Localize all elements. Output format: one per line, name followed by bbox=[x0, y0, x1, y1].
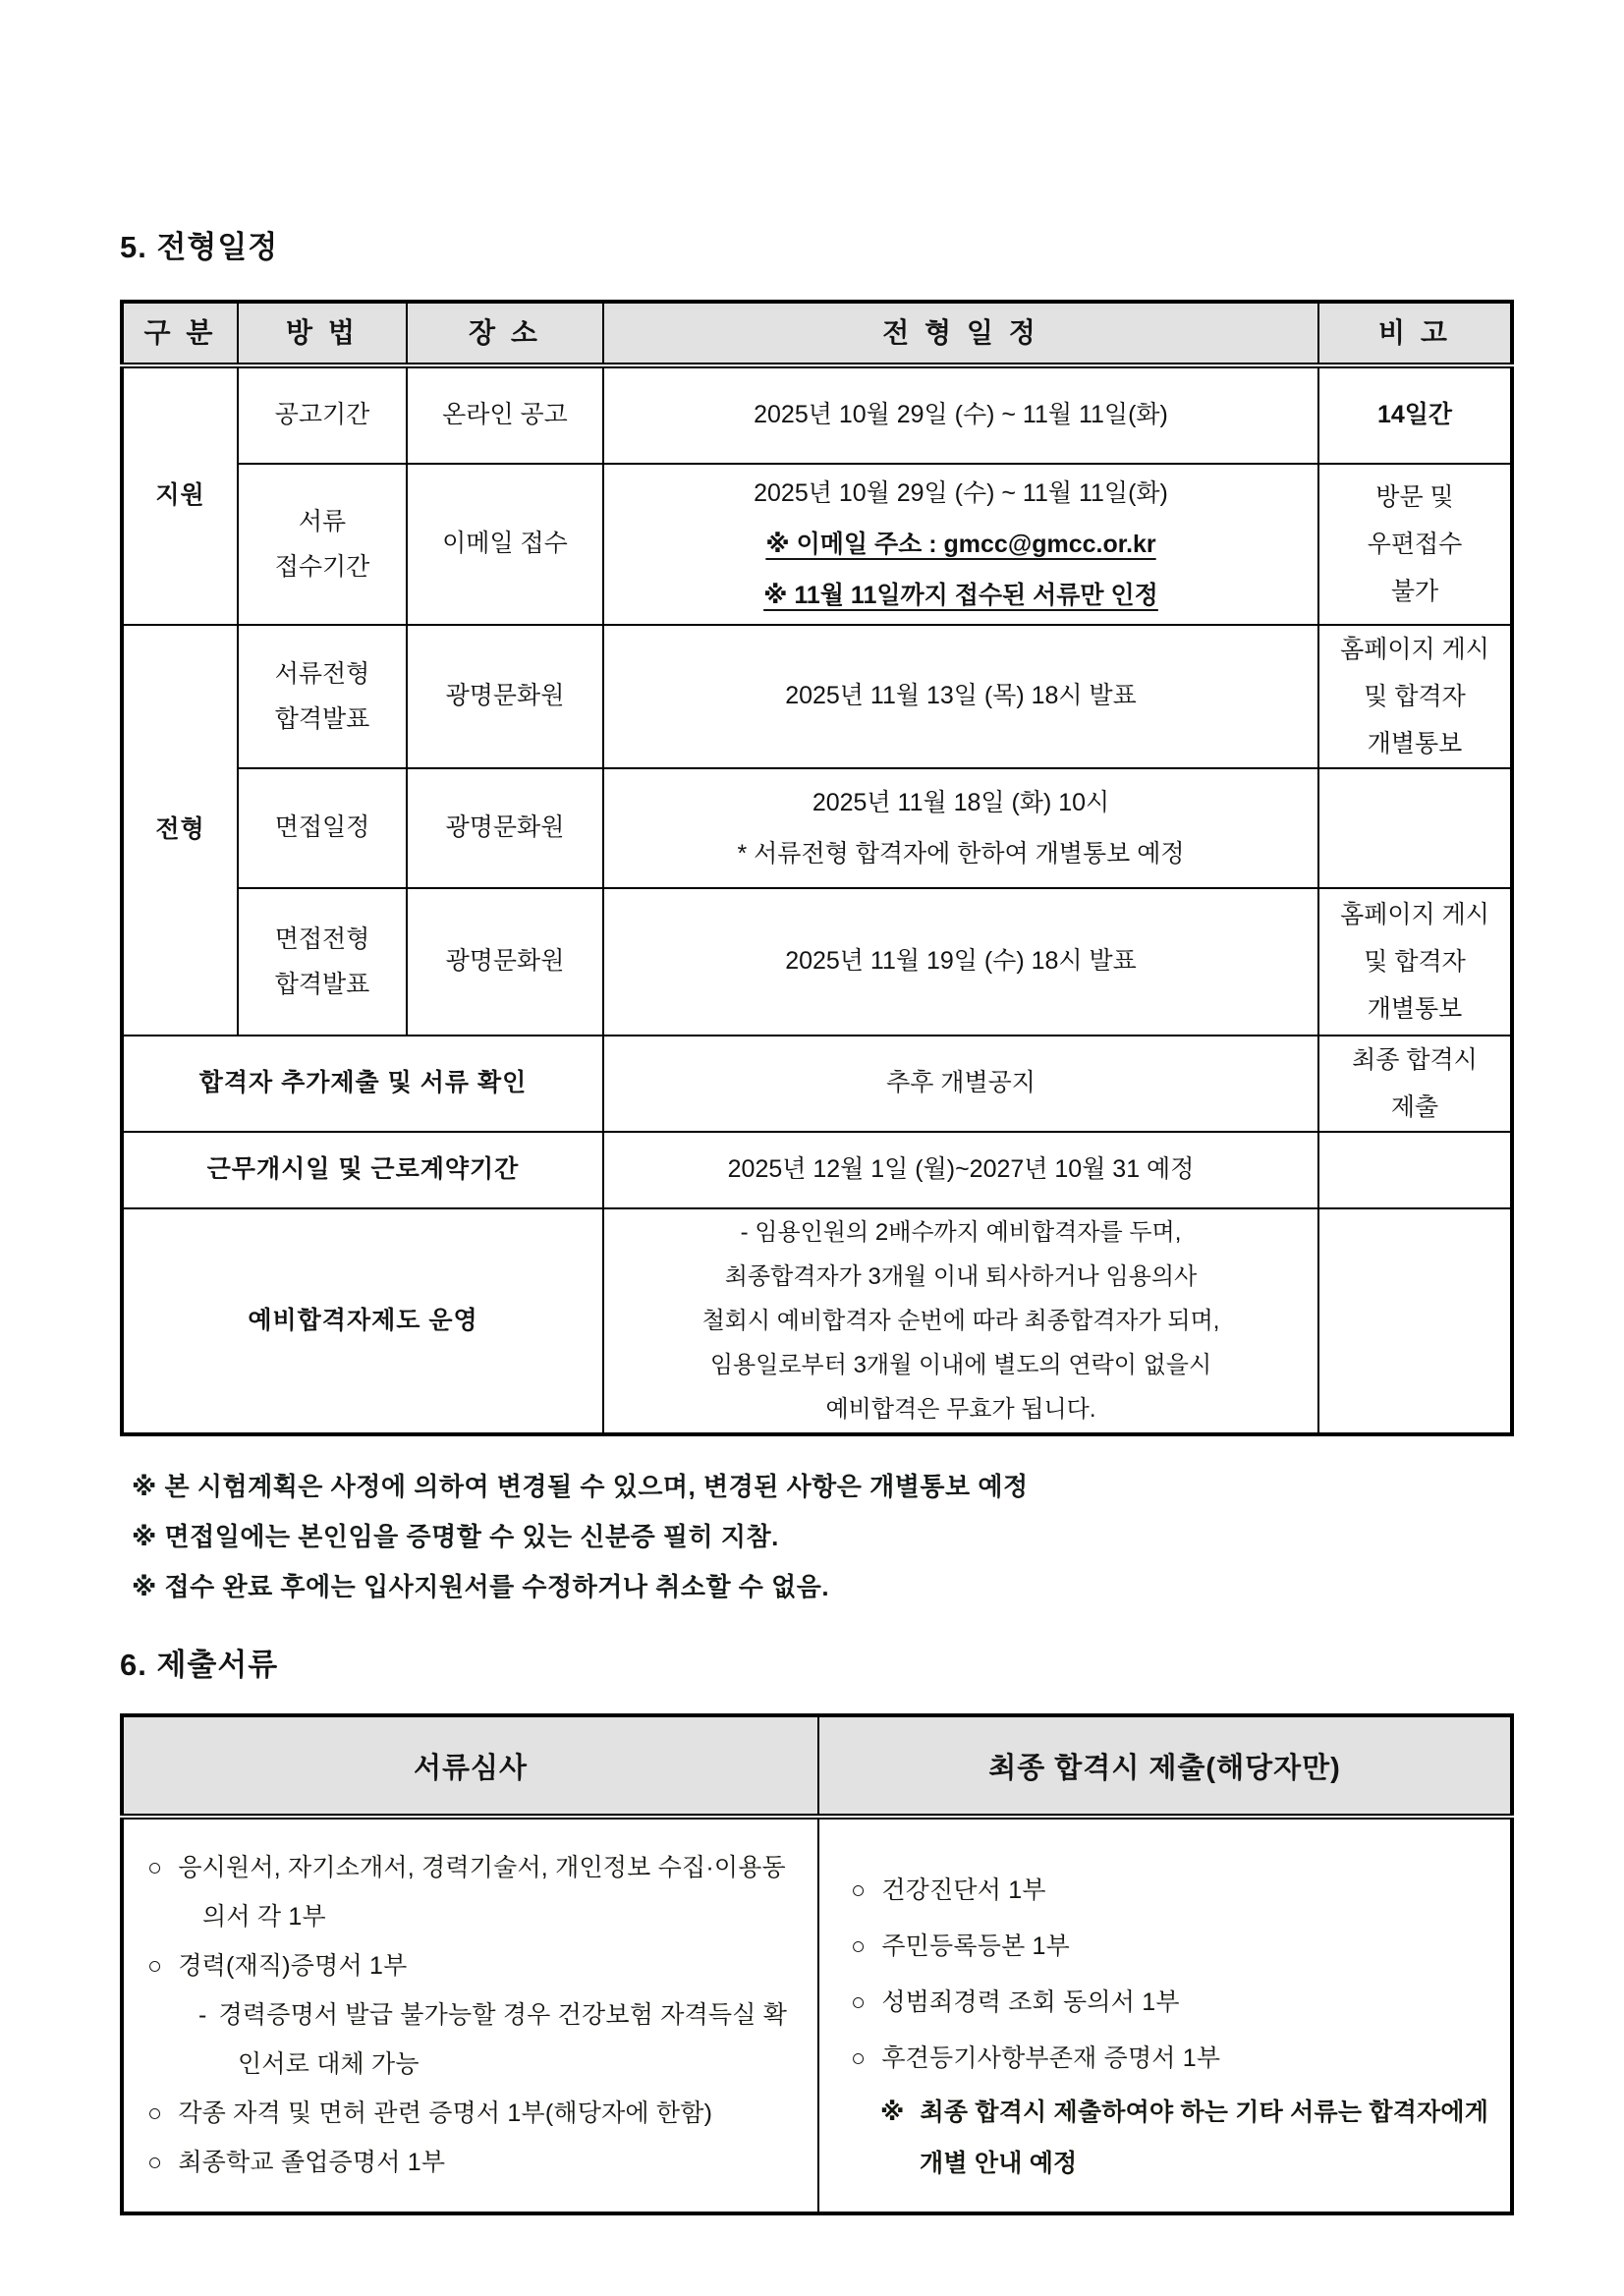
interview-remark bbox=[1318, 768, 1512, 888]
note-line: ※ 본 시험계획은 사정에 의하여 변경될 수 있으며, 변경된 사항은 개별통보 예정 bbox=[132, 1472, 1029, 1501]
row-interview bbox=[122, 768, 1512, 888]
final-note: ※ 최종 합격시 제출하여야 하는 기타 서류는 합격자에게 개별 안내 예정 bbox=[880, 2099, 1489, 2177]
group-selection-label: 전형 bbox=[122, 625, 238, 1036]
additional-remark: 최종 합격시 제출 bbox=[1318, 1036, 1512, 1132]
deadline-line: ※ 11월 11일까지 접수된 서류만 인정 bbox=[763, 582, 1158, 609]
header-place: 장 소 bbox=[407, 302, 603, 365]
notes-block bbox=[120, 1462, 1510, 1612]
header-category: 구 분 bbox=[122, 302, 238, 365]
note-line: ※ 접수 완료 후에는 입사지원서를 수정하거나 취소할 수 없음. bbox=[132, 1572, 830, 1601]
row-announce bbox=[122, 365, 1512, 464]
list-item: ○ 응시원서, 자기소개서, 경력기술서, 개인정보 수집·이용동의서 각 1부 bbox=[147, 1854, 786, 1931]
row-doc-result bbox=[122, 625, 1512, 768]
schedule-header-row bbox=[122, 302, 1512, 365]
screening-documents-cell bbox=[122, 1817, 818, 2213]
group-apply-label: 지원 bbox=[122, 365, 238, 625]
doc-result-schedule: 2025년 11월 13일 (목) 18시 발표 bbox=[603, 625, 1318, 768]
final-documents-cell bbox=[818, 1817, 1512, 2213]
row-interview-result bbox=[122, 888, 1512, 1036]
row-reserve-system bbox=[122, 1208, 1512, 1434]
header-remark: 비 고 bbox=[1318, 302, 1512, 365]
list-item: ○ 최종학교 졸업증명서 1부 bbox=[147, 2149, 446, 2176]
header-screening: 서류심사 bbox=[122, 1715, 818, 1817]
header-final-submit: 최종 합격시 제출(해당자만) bbox=[818, 1715, 1512, 1817]
circle-bullet-icon: ○ bbox=[851, 1876, 867, 1904]
row-receipt bbox=[122, 464, 1512, 625]
row-additional-docs bbox=[122, 1036, 1512, 1132]
note-line: ※ 면접일에는 본인임을 증명할 수 있는 신분증 필히 지참. bbox=[132, 1522, 779, 1551]
doc-result-place: 광명문화원 bbox=[407, 625, 603, 768]
list-item: ○ 후견등기사항부존재 증명서 1부 bbox=[851, 2044, 1221, 2072]
contract-label: 근무개시일 및 근로계약기간 bbox=[122, 1132, 603, 1208]
interview-result-schedule: 2025년 11월 19일 (수) 18시 발표 bbox=[603, 888, 1318, 1036]
receipt-schedule: 2025년 10월 29일 (수) ~ 11월 11일(화) ※ 이메일 주소 : gmcc@gmcc.or.kr ※ 11월 11일까지 접수된 서류만 인정 bbox=[603, 464, 1318, 625]
list-item: ○ 건강진단서 1부 bbox=[851, 1876, 1046, 1904]
list-item: ○ 주민등록등본 1부 bbox=[851, 1932, 1071, 1960]
interview-method: 면접일정 bbox=[238, 768, 407, 888]
documents-table bbox=[120, 1713, 1514, 2215]
circle-bullet-icon: ○ bbox=[851, 2044, 867, 2072]
receipt-remark: 방문 및 우편접수 불가 bbox=[1318, 464, 1512, 625]
additional-label: 합격자 추가제출 및 서류 확인 bbox=[122, 1036, 603, 1132]
interview-result-remark: 홈페이지 게시 및 합격자 개별통보 bbox=[1318, 888, 1512, 1036]
doc-result-remark: 홈페이지 게시 및 합격자 개별통보 bbox=[1318, 625, 1512, 768]
receipt-method: 서류 접수기간 bbox=[238, 464, 407, 625]
circle-bullet-icon: ○ bbox=[851, 1988, 867, 2016]
receipt-place: 이메일 접수 bbox=[407, 464, 603, 625]
row-contract-period bbox=[122, 1132, 1512, 1208]
list-item: ○ 경력(재직)증명서 1부 bbox=[147, 1952, 408, 1980]
announce-method: 공고기간 bbox=[238, 365, 407, 464]
additional-schedule: 추후 개별공지 bbox=[603, 1036, 1318, 1132]
circle-bullet-icon: ○ bbox=[147, 1952, 163, 1980]
doc-result-method: 서류전형 합격발표 bbox=[238, 625, 407, 768]
reserve-remark bbox=[1318, 1208, 1512, 1434]
documents-header-row bbox=[122, 1715, 1512, 1817]
interview-result-place: 광명문화원 bbox=[407, 888, 603, 1036]
announce-place: 온라인 공고 bbox=[407, 365, 603, 464]
document-content bbox=[120, 0, 1510, 2215]
header-schedule: 전 형 일 정 bbox=[603, 302, 1318, 365]
header-method: 방 법 bbox=[238, 302, 407, 365]
reserve-label: 예비합격자제도 운영 bbox=[122, 1208, 603, 1434]
contract-remark bbox=[1318, 1132, 1512, 1208]
circle-bullet-icon: ○ bbox=[147, 1854, 163, 1881]
documents-body-row bbox=[122, 1817, 1512, 2213]
announce-schedule: 2025년 10월 29일 (수) ~ 11월 11일(화) bbox=[603, 365, 1318, 464]
circle-bullet-icon: ○ bbox=[147, 2100, 163, 2127]
list-item: ○ 각종 자격 및 면허 관련 증명서 1부(해당자에 한함) bbox=[147, 2100, 713, 2127]
interview-place: 광명문화원 bbox=[407, 768, 603, 888]
email-address-line: ※ 이메일 주소 : gmcc@gmcc.or.kr bbox=[765, 531, 1156, 558]
section6-title: 6. 제출서류 bbox=[120, 1648, 279, 1682]
dash-bullet-icon: - bbox=[198, 2001, 207, 2029]
circle-bullet-icon: ○ bbox=[147, 2149, 163, 2176]
list-subitem: - 경력증명서 발급 불가능할 경우 건강보험 자격득실 확인서로 대체 가능 bbox=[198, 2001, 788, 2078]
reserve-description: - 임용인원의 2배수까지 예비합격자를 두며, 최종합격자가 3개월 이내 퇴사하거나 임용의사 철회시 예비합격자 순번에 따라 최종합격자가 되며, 임용일로부터 3개월 이내에 별도의 연락이 없을시 예비합격은 무효가 됩니다. bbox=[603, 1208, 1318, 1434]
schedule-table bbox=[120, 300, 1514, 1436]
section5-title: 5. 전형일정 bbox=[120, 230, 279, 264]
list-item: ○ 성범죄경력 조회 동의서 1부 bbox=[851, 1988, 1180, 2016]
interview-result-method: 면접전형 합격발표 bbox=[238, 888, 407, 1036]
contract-schedule: 2025년 12월 1일 (월)~2027년 10월 31 예정 bbox=[603, 1132, 1318, 1208]
circle-bullet-icon: ○ bbox=[851, 1932, 867, 1960]
announce-remark: 14일간 bbox=[1318, 365, 1512, 464]
interview-schedule: 2025년 11월 18일 (화) 10시 * 서류전형 합격자에 한하여 개별통보 예정 bbox=[603, 768, 1318, 888]
reference-mark-icon: ※ bbox=[880, 2099, 905, 2126]
